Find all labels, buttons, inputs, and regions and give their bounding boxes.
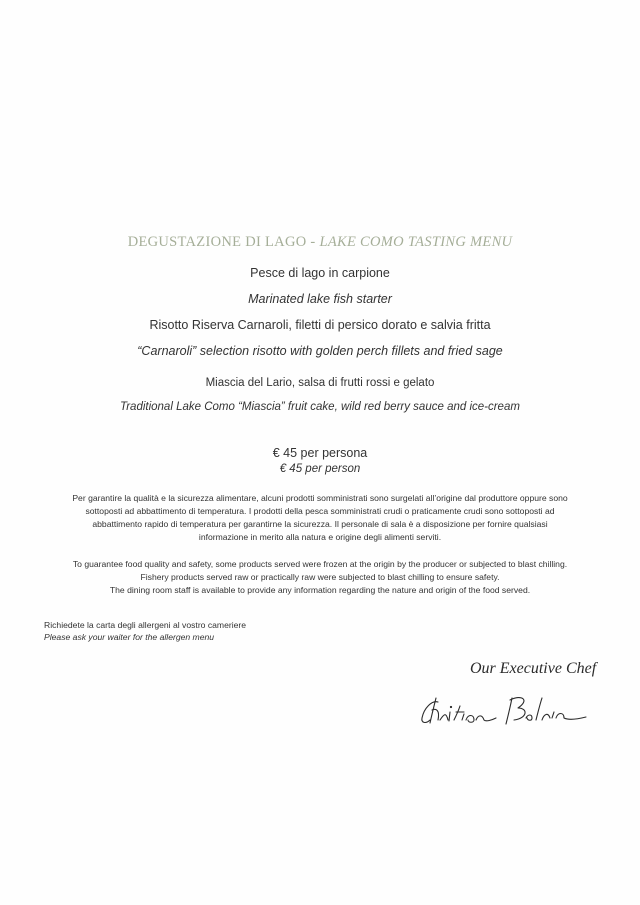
menu-title	[0, 234, 640, 251]
price-english: € 45 per person	[279, 463, 361, 475]
notice-it-line: abbattimento rapido di temperatura per garantirne la sicurezza. Il personale di sala è a disposizione per fornire qualsiasi	[92, 519, 548, 529]
notice-en-line: To guarantee food quality and safety, some products served were frozen at the origin by the producer or subjected to blast chilling.	[72, 559, 568, 569]
menu-title-english: LAKE COMO TASTING MENU	[319, 234, 513, 250]
food-safety-notice-english	[20, 558, 620, 597]
price-italian: € 45 per persona	[272, 446, 368, 460]
course-1-italian: Pesce di lago in carpione	[250, 266, 390, 280]
notice-en-line: The dining room staff is available to provide any information regarding the nature and origin of the food served.	[109, 585, 531, 595]
allergen-note-english: Please ask your waiter for the allergen menu	[44, 631, 215, 642]
course-3-italian: Miascia del Lario, salsa di frutti rossi e gelato	[205, 377, 435, 389]
menu-title-separator: -	[306, 234, 320, 250]
allergen-note	[44, 620, 246, 643]
allergen-note-italian: Richiedete la carta degli allergeni al vostro cameriere	[44, 620, 247, 630]
executive-chef-label: Our Executive Chef	[470, 660, 597, 677]
notice-it-line: informazione in merito alla natura e origine degli alimenti serviti.	[198, 532, 442, 542]
course-1-english: Marinated lake fish starter	[248, 292, 392, 306]
chef-signature-icon	[418, 690, 598, 730]
notice-it-line: Per garantire la qualità e la sicurezza alimentare, alcuni prodotti somministrati sono surgelati all’origine dal produttore oppure sono	[72, 493, 568, 503]
menu-title-italian: DEGUSTAZIONE DI LAGO	[127, 234, 307, 250]
course-2-english: “Carnaroli” selection risotto with golden perch fillets and fried sage	[137, 344, 503, 358]
food-safety-notice-italian	[20, 492, 620, 544]
course-3-english: Traditional Lake Como “Miascia” fruit cake, wild red berry sauce and ice-cream	[120, 401, 520, 413]
notice-en-line: Fishery products served raw or practically raw were subjected to blast chilling to ensure safety.	[140, 572, 500, 582]
notice-it-line: sottoposti ad abbattimento di temperatura. I prodotti della pesca somministrati crudi o praticamente crudi sono sottoposti ad	[85, 506, 555, 516]
course-2-italian: Risotto Riserva Carnaroli, filetti di persico dorato e salvia fritta	[149, 318, 491, 332]
